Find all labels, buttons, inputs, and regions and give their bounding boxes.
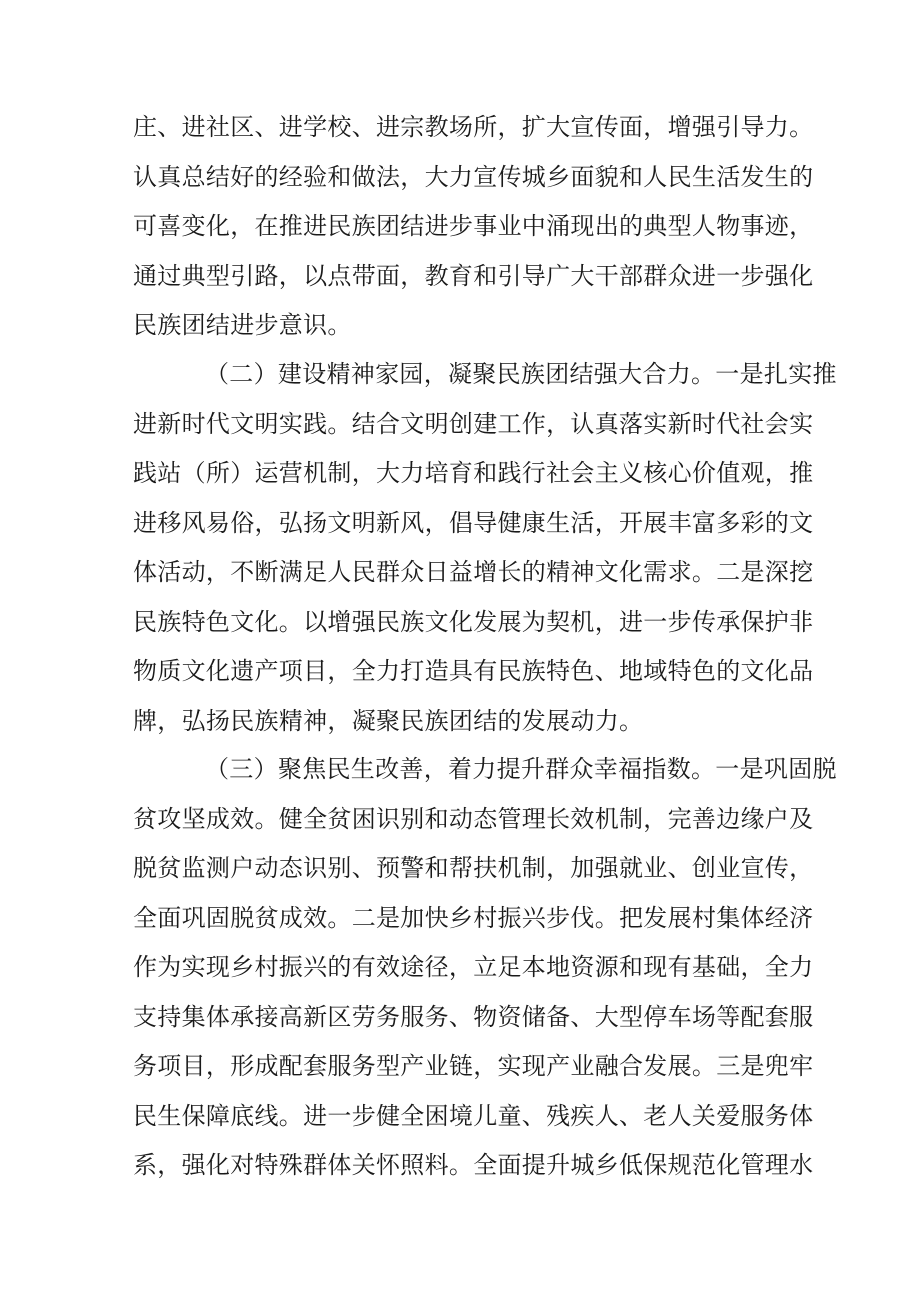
paragraph-line: 通过典型引路，以点带面，教育和引导广大干部群众进一步强化 bbox=[133, 261, 814, 290]
paragraph-2 bbox=[133, 350, 837, 746]
paragraph-line: 民族特色文化。以增强民族文化发展为契机，进一步传承保护非 bbox=[133, 607, 814, 636]
paragraph-line: 系，强化对特殊群体关怀照料。全面提升城乡低保规范化管理水 bbox=[133, 1151, 814, 1179]
paragraph-line: 体活动，不断满足人民群众日益增长的精神文化需求。二是深挖 bbox=[133, 558, 814, 586]
paragraph-line: 作为实现乡村振兴的有效途径，立足本地资源和现有基础，全力 bbox=[133, 953, 814, 981]
paragraph-line: 可喜变化，在推进民族团结进步事业中涌现出的典型人物事迹， bbox=[133, 212, 814, 240]
paragraph-line: 进移风易俗，弘扬文明新风，倡导健康生活，开展丰富多彩的文 bbox=[133, 508, 814, 537]
paragraph-line: （二）建设精神家园，凝聚民族团结强大合力。一是扎实推 bbox=[205, 360, 837, 388]
paragraph-line: 物质文化遗产项目，全力打造具有民族特色、地域特色的文化品 bbox=[133, 657, 814, 685]
paragraph-line: （三）聚焦民生改善，着力提升群众幸福指数。一是巩固脱 bbox=[205, 755, 837, 783]
paragraph-line: 践站（所）运营机制，大力培育和践行社会主义核心价值观，推 bbox=[133, 459, 814, 487]
paragraph-line: 脱贫监测户动态识别、预警和帮扶机制，加强就业、创业宣传， bbox=[133, 854, 814, 882]
paragraph-line: 全面巩固脱贫成效。二是加快乡村振兴步伐。把发展村集体经济 bbox=[133, 903, 814, 932]
paragraph-line: 庄、进社区、进学校、进宗教场所，扩大宣传面，增强引导力。 bbox=[133, 113, 814, 141]
paragraph-3 bbox=[133, 745, 837, 1191]
paragraph-line: 务项目，形成配套服务型产业链，实现产业融合发展。三是兜牢 bbox=[133, 1052, 814, 1080]
paragraph-line: 民生保障底线。进一步健全困境儿童、残疾人、老人关爱服务体 bbox=[133, 1101, 814, 1130]
paragraph-line: 牌，弘扬民族精神，凝聚民族团结的发展动力。 bbox=[133, 706, 644, 735]
paragraph-line: 贫攻坚成效。健全贫困识别和动态管理长效机制，完善边缘户及 bbox=[133, 804, 814, 833]
paragraph-line: 支持集体承接高新区劳务服务、物资储备、大型停车场等配套服 bbox=[133, 1002, 814, 1031]
paragraph-1 bbox=[133, 103, 814, 351]
paragraph-line: 认真总结好的经验和做法，大力宣传城乡面貌和人民生活发生的 bbox=[133, 162, 814, 191]
paragraph-line: 进新时代文明实践。结合文明创建工作，认真落实新时代社会实 bbox=[133, 409, 814, 438]
paragraph-line: 民族团结进步意识。 bbox=[133, 311, 352, 339]
